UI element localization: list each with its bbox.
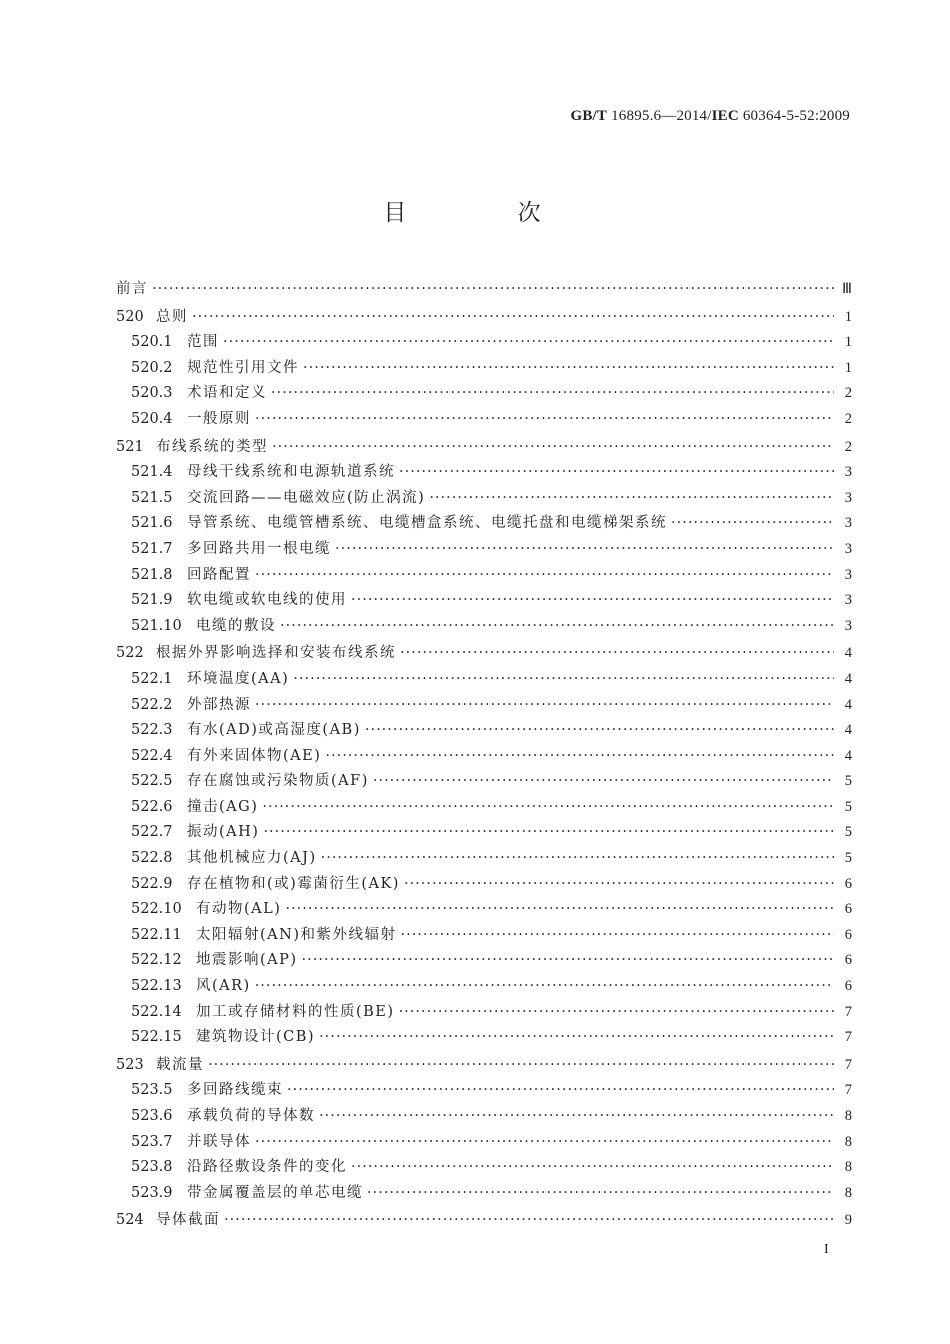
toc-entry-page: 1 bbox=[844, 308, 852, 325]
toc-entry-number: 522.12 bbox=[131, 952, 182, 969]
toc-entry[interactable] bbox=[116, 381, 852, 407]
toc-entry-number: 523.5 bbox=[131, 1082, 173, 1099]
toc-entry-label bbox=[116, 1104, 315, 1130]
toc-entry-title: 存在植物和(或)霉菌衍生(AK) bbox=[187, 875, 400, 892]
dot-leader bbox=[224, 1208, 834, 1234]
toc-entry-number: 522.14 bbox=[131, 1003, 182, 1020]
toc-entry-number: 521.8 bbox=[131, 566, 173, 583]
toc-entry-title: 总则 bbox=[156, 308, 188, 325]
toc-entry-title: 交流回路——电磁效应(防止涡流) bbox=[187, 489, 426, 506]
toc-entry-title: 有外来固体物(AE) bbox=[187, 747, 322, 764]
toc-entry-page: 2 bbox=[844, 385, 852, 402]
toc-entry[interactable] bbox=[116, 1208, 852, 1234]
toc-entry-number: 522.3 bbox=[131, 722, 173, 739]
toc-entry-title: 外部热源 bbox=[187, 696, 251, 713]
dot-leader bbox=[404, 872, 834, 898]
toc-entry-title: 软电缆或软电线的使用 bbox=[187, 592, 347, 609]
toc-entry-label bbox=[116, 1000, 395, 1026]
toc-entry-title: 导管系统、电缆管槽系统、电缆槽盒系统、电缆托盘和电缆梯架系统 bbox=[187, 515, 667, 532]
toc-entry-number: 522.1 bbox=[131, 670, 173, 687]
toc-entry-title: 母线干线系统和电源轨道系统 bbox=[187, 464, 395, 481]
toc-entry[interactable] bbox=[116, 356, 852, 382]
toc-entry-label bbox=[116, 667, 289, 693]
toc-entry-title: 并联导体 bbox=[187, 1133, 251, 1150]
toc-entry-page: 6 bbox=[844, 875, 852, 892]
dot-leader bbox=[272, 435, 834, 461]
toc-entry[interactable] bbox=[116, 769, 852, 795]
toc-entry-title: 撞击(AG) bbox=[187, 798, 259, 815]
toc-entry[interactable] bbox=[116, 1181, 852, 1207]
standard-header bbox=[570, 108, 850, 125]
toc-entry-label bbox=[116, 769, 369, 795]
toc-entry-number: 521 bbox=[116, 438, 144, 455]
toc-entry-title: 多回路共用一根电缆 bbox=[187, 540, 331, 557]
dot-leader bbox=[287, 1078, 834, 1104]
toc-entry-title: 地震影响(AP) bbox=[196, 952, 298, 969]
std-number: 16895.6—2014/ bbox=[607, 108, 712, 124]
toc-entry-label bbox=[116, 588, 347, 614]
toc-entry-label bbox=[116, 948, 298, 974]
toc-entry-page: 8 bbox=[844, 1159, 852, 1176]
toc-entry-number: 522.4 bbox=[131, 747, 173, 764]
page-number: I bbox=[824, 1242, 829, 1257]
toc-entry-label bbox=[116, 897, 281, 923]
toc-entry-title: 术语和定义 bbox=[187, 385, 267, 402]
toc-entry-number: 522.11 bbox=[131, 926, 182, 943]
toc-entry-title: 载流量 bbox=[156, 1056, 204, 1073]
toc-entry-page: 7 bbox=[844, 1003, 852, 1020]
toc-entry[interactable] bbox=[116, 667, 852, 693]
toc-entry-page: 6 bbox=[844, 901, 852, 918]
toc-entry-label bbox=[116, 795, 258, 821]
toc-entry-title: 多回路线缆束 bbox=[187, 1082, 283, 1099]
toc-entry-label bbox=[116, 330, 219, 356]
toc-entry-label bbox=[116, 356, 299, 382]
toc-entry[interactable] bbox=[116, 563, 852, 589]
toc-entry-title: 沿路径敷设条件的变化 bbox=[187, 1159, 347, 1176]
toc-entry[interactable] bbox=[116, 1104, 852, 1130]
toc-entry-label bbox=[116, 1181, 363, 1207]
dot-leader bbox=[319, 1025, 834, 1051]
toc-entry-label bbox=[116, 511, 667, 537]
toc-entry-page: 3 bbox=[844, 540, 852, 557]
dot-leader bbox=[335, 537, 834, 563]
toc-entry-title: 风(AR) bbox=[196, 978, 251, 995]
toc-entry-number: 523.6 bbox=[131, 1108, 173, 1124]
toc-entry-label bbox=[116, 872, 400, 898]
iec-number: 60364-5-52:2009 bbox=[738, 108, 850, 124]
toc-entry-page: 6 bbox=[844, 926, 852, 943]
toc-entry-label bbox=[116, 1208, 220, 1234]
toc-entry[interactable] bbox=[116, 305, 852, 331]
dot-leader bbox=[263, 820, 834, 846]
toc-entry-page: 3 bbox=[844, 592, 852, 609]
toc-entry-title: 电缆的敷设 bbox=[196, 617, 276, 634]
toc-entry-number: 522.7 bbox=[131, 824, 173, 841]
toc-entry[interactable] bbox=[116, 744, 852, 770]
toc-entry-page: 6 bbox=[844, 952, 852, 969]
dot-leader bbox=[321, 846, 834, 872]
toc-entry-page: 8 bbox=[844, 1184, 852, 1201]
toc-entry[interactable] bbox=[116, 897, 852, 923]
toc-entry-label bbox=[116, 407, 251, 433]
toc-entry-label bbox=[116, 846, 317, 872]
toc-entry-label bbox=[116, 563, 251, 589]
toc-entry-number: 520.4 bbox=[131, 410, 173, 427]
toc-entry-title: 环境温度(AA) bbox=[187, 670, 290, 687]
toc-entry-number: 523 bbox=[116, 1056, 144, 1073]
toc-entry[interactable] bbox=[116, 820, 852, 846]
toc-entry-label bbox=[116, 435, 268, 461]
toc-entry-page: 5 bbox=[844, 850, 852, 867]
toc-entry-title: 布线系统的类型 bbox=[156, 438, 268, 455]
dot-leader bbox=[255, 407, 834, 433]
toc-entry-label bbox=[116, 974, 251, 1000]
toc-entry-title: 前言 bbox=[116, 281, 148, 297]
toc-entry-page: 3 bbox=[844, 566, 852, 583]
dot-leader bbox=[303, 356, 834, 382]
dot-leader bbox=[223, 330, 834, 356]
toc-entry-page: 4 bbox=[844, 645, 852, 662]
toc-entry-label bbox=[116, 1155, 347, 1181]
toc-entry-title: 根据外界影响选择和安装布线系统 bbox=[156, 645, 396, 662]
page-title: 目 次 bbox=[383, 200, 593, 226]
dot-leader bbox=[255, 974, 834, 1000]
toc-entry-number: 521.10 bbox=[131, 617, 182, 634]
toc-entry-label bbox=[116, 486, 425, 512]
toc-entry-page: 4 bbox=[844, 670, 852, 687]
toc-entry-number: 521.9 bbox=[131, 592, 173, 609]
toc-entry[interactable] bbox=[116, 641, 852, 667]
toc-entry-page: 5 bbox=[844, 824, 852, 841]
toc-entry-title: 有动物(AL) bbox=[196, 901, 282, 918]
toc-entry-label bbox=[116, 614, 276, 640]
dot-leader bbox=[262, 795, 834, 821]
toc-entry-number: 523.9 bbox=[131, 1184, 173, 1201]
toc-entry-number: 521.6 bbox=[131, 515, 173, 532]
toc-entry-label bbox=[116, 641, 396, 667]
std-prefix: GB/T bbox=[570, 108, 608, 124]
toc-entry-label bbox=[116, 537, 331, 563]
toc-entry-title: 回路配置 bbox=[187, 566, 251, 583]
toc-entry[interactable] bbox=[116, 923, 852, 949]
toc-entry[interactable] bbox=[116, 614, 852, 640]
dot-leader bbox=[285, 897, 834, 923]
toc-entry-title: 有水(AD)或高湿度(AB) bbox=[187, 722, 361, 739]
toc-entry-page: 7 bbox=[844, 1029, 852, 1046]
dot-leader bbox=[325, 744, 834, 770]
toc-entry[interactable] bbox=[116, 407, 852, 433]
dot-leader bbox=[400, 923, 834, 949]
dot-leader bbox=[351, 1155, 834, 1181]
toc-entry-number: 522 bbox=[116, 645, 144, 662]
toc-entry-number: 522.13 bbox=[131, 978, 182, 995]
toc-entry[interactable] bbox=[116, 795, 852, 821]
toc-entry-label bbox=[116, 923, 396, 949]
toc-entry-title: 规范性引用文件 bbox=[187, 359, 299, 376]
toc-entry-label bbox=[116, 1025, 315, 1051]
toc-entry-title: 太阳辐射(AN)和紫外线辐射 bbox=[196, 926, 397, 943]
toc-entry-page: 4 bbox=[844, 722, 852, 739]
toc-entry-title: 带金属覆盖层的单芯电缆 bbox=[187, 1184, 363, 1201]
toc-entry-number: 522.5 bbox=[131, 773, 173, 790]
toc-entry-title: 范围 bbox=[187, 334, 219, 351]
toc-entry[interactable] bbox=[116, 948, 852, 974]
toc-entry-page: 1 bbox=[844, 334, 852, 351]
toc-entry-number: 522.2 bbox=[131, 696, 173, 713]
toc-entry-page: Ⅲ bbox=[842, 281, 852, 297]
dot-leader bbox=[365, 718, 834, 744]
toc-entry-page: 5 bbox=[844, 798, 852, 815]
toc-entry-label bbox=[116, 744, 321, 770]
dot-leader bbox=[302, 948, 834, 974]
toc-entry[interactable] bbox=[116, 435, 852, 461]
toc-entry-label bbox=[116, 460, 395, 486]
toc-entry-label bbox=[116, 718, 361, 744]
toc-entry-number: 520.3 bbox=[131, 385, 173, 402]
toc-entry-label bbox=[116, 1130, 251, 1156]
toc-entry-title: 一般原则 bbox=[187, 410, 251, 427]
toc-entry-page: 3 bbox=[844, 464, 852, 481]
toc-entry[interactable] bbox=[116, 486, 852, 512]
toc-entry-page: 8 bbox=[844, 1133, 852, 1150]
toc-entry[interactable] bbox=[116, 1053, 852, 1079]
iec-prefix: IEC bbox=[711, 108, 739, 124]
toc-entry-title: 存在腐蚀或污染物质(AF) bbox=[187, 773, 369, 790]
toc-entry[interactable] bbox=[116, 693, 852, 719]
toc-entry-number: 522.8 bbox=[131, 850, 173, 867]
toc-entry-page: 9 bbox=[844, 1212, 852, 1229]
dot-leader bbox=[192, 305, 834, 331]
dot-leader bbox=[280, 614, 834, 640]
dot-leader bbox=[373, 769, 834, 795]
toc-entry-number: 520.1 bbox=[131, 334, 173, 351]
toc-entry-number: 521.7 bbox=[131, 540, 173, 557]
toc-entry[interactable] bbox=[116, 1000, 852, 1026]
toc-entry-title: 承载负荷的导体数 bbox=[187, 1108, 315, 1124]
toc-entry[interactable] bbox=[116, 537, 852, 563]
dot-leader bbox=[208, 1053, 834, 1079]
toc-entry-page: 7 bbox=[844, 1056, 852, 1073]
toc-entry-title: 其他机械应力(AJ) bbox=[187, 850, 317, 867]
toc-entry[interactable] bbox=[116, 588, 852, 614]
toc-entry-number: 522.6 bbox=[131, 798, 173, 815]
toc-entry-title: 建筑物设计(CB) bbox=[196, 1029, 316, 1046]
toc-entry-number: 522.15 bbox=[131, 1029, 182, 1046]
toc-entry-label bbox=[116, 1078, 283, 1104]
toc-entry-page: 8 bbox=[844, 1108, 852, 1124]
toc-entry[interactable] bbox=[116, 1025, 852, 1051]
toc-entry-label bbox=[116, 820, 259, 846]
toc-entry-page: 3 bbox=[844, 617, 852, 634]
toc-entry[interactable] bbox=[116, 460, 852, 486]
dot-leader bbox=[255, 563, 834, 589]
toc-entry-number: 521.4 bbox=[131, 464, 173, 481]
toc-entry-label bbox=[116, 305, 188, 331]
toc-entry-page: 6 bbox=[844, 978, 852, 995]
toc-entry-number: 521.5 bbox=[131, 489, 173, 506]
dot-leader bbox=[319, 1104, 834, 1130]
toc-entry[interactable] bbox=[116, 330, 852, 356]
toc-entry[interactable] bbox=[116, 974, 852, 1000]
toc-entry[interactable] bbox=[116, 511, 852, 537]
toc-entry-page: 2 bbox=[844, 410, 852, 427]
toc-entry-page: 3 bbox=[844, 489, 852, 506]
toc-entry-label bbox=[116, 693, 251, 719]
toc-entry-label bbox=[116, 1053, 204, 1079]
toc-entry-page: 7 bbox=[844, 1082, 852, 1099]
dot-leader bbox=[255, 693, 834, 719]
dot-leader bbox=[293, 667, 834, 693]
toc-entry[interactable] bbox=[116, 718, 852, 744]
toc-entry[interactable] bbox=[116, 1155, 852, 1181]
toc-entry-number: 520.2 bbox=[131, 359, 173, 376]
dot-leader bbox=[400, 641, 834, 667]
dot-leader bbox=[351, 588, 834, 614]
toc-entry[interactable] bbox=[116, 846, 852, 872]
dot-leader bbox=[367, 1181, 834, 1207]
toc-entry-label bbox=[116, 381, 267, 407]
toc-entry-page: 4 bbox=[844, 747, 852, 764]
toc-entry-number: 522.9 bbox=[131, 875, 173, 892]
toc-entry-label bbox=[116, 277, 148, 303]
toc-entry-number: 523.8 bbox=[131, 1159, 173, 1176]
dot-leader bbox=[255, 1130, 834, 1156]
toc-entry-page: 3 bbox=[844, 515, 852, 532]
toc-entry-page: 4 bbox=[844, 696, 852, 713]
dot-leader bbox=[271, 381, 834, 407]
table-of-contents bbox=[116, 275, 852, 1234]
toc-entry-title: 加工或存储材料的性质(BE) bbox=[196, 1003, 395, 1020]
toc-entry-number: 520 bbox=[116, 308, 144, 325]
dot-leader bbox=[429, 486, 834, 512]
dot-leader bbox=[152, 277, 834, 303]
toc-entry[interactable] bbox=[116, 1078, 852, 1104]
toc-entry-page: 5 bbox=[844, 773, 852, 790]
dot-leader bbox=[671, 511, 834, 537]
dot-leader bbox=[399, 460, 834, 486]
toc-entry-number: 522.10 bbox=[131, 901, 182, 918]
toc-entry-page: 2 bbox=[844, 438, 852, 455]
toc-entry[interactable] bbox=[116, 872, 852, 898]
toc-entry-number: 523.7 bbox=[131, 1133, 173, 1150]
toc-entry-page: 1 bbox=[844, 359, 852, 376]
toc-entry-title: 导体截面 bbox=[156, 1212, 220, 1229]
toc-entry[interactable] bbox=[116, 277, 852, 303]
toc-entry-number: 524 bbox=[116, 1212, 144, 1229]
toc-entry-title: 振动(AH) bbox=[187, 824, 260, 841]
dot-leader bbox=[399, 1000, 834, 1026]
toc-entry[interactable] bbox=[116, 1130, 852, 1156]
